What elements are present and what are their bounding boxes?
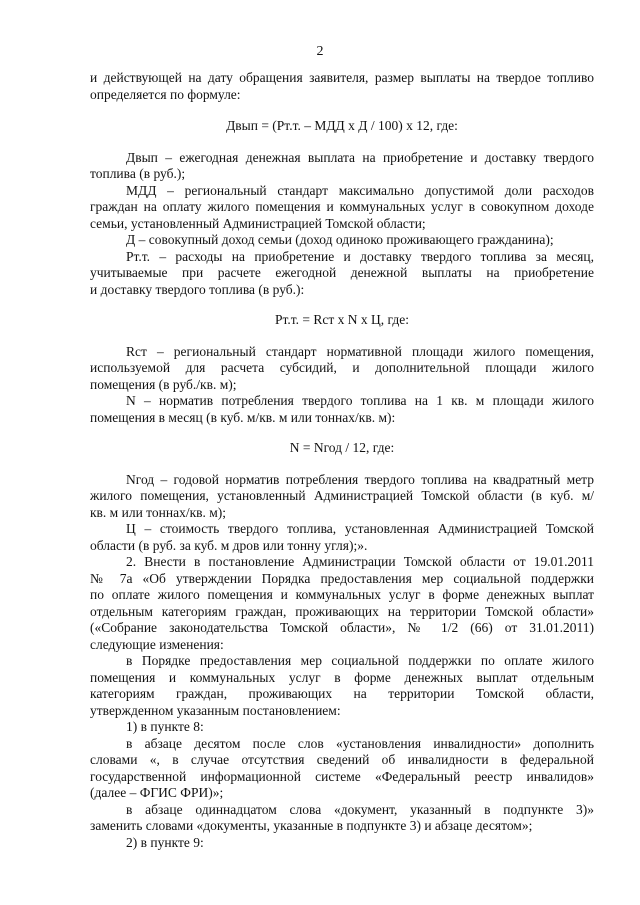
text-line: утвержденном указанным постановлением: — [90, 702, 341, 718]
text-line: определяется по формуле: — [90, 86, 241, 102]
text-line: Д – совокупный доход семьи (доход одиноко проживающего гражданина); — [126, 232, 554, 247]
text-line: кв. м или тоннах/кв. м); — [90, 504, 227, 520]
paragraph-abzac-11 — [90, 802, 594, 835]
formula-dvyp: Двып = (Рт.т. – МДД х Д / 100) х 12, где: — [226, 118, 458, 133]
text-line: (далее – ФГИС ФРИ)»; — [90, 785, 224, 800]
text-line: помещения в месяц (в куб. м/кв. м или тоннах/кв. м): — [90, 409, 396, 425]
text-line: учитываемые при расчете ежегодной денежной выплаты на приобретение — [90, 265, 594, 280]
text-line: категориям граждан, проживающих на территории Томской области, — [90, 686, 594, 701]
paragraph-abzac-10 — [90, 736, 594, 802]
text-line: в абзаце десятом после слов «установления инвалидности» дополнить — [126, 735, 594, 751]
text-line: помещения (в руб./кв. м); — [90, 376, 237, 392]
text-line: Двып – ежегодная денежная выплата на приобретение и доставку твердого — [126, 149, 594, 165]
formula-rtt: Рт.т. = Rст х N х Ц, где: — [274, 312, 409, 327]
text-line: жилого помещения, установленный Администрацией Томской области (в куб. м/ — [90, 488, 594, 503]
text-line: 1) в пункте 8: — [126, 719, 204, 734]
text-line: («Собрание законодательства Томской области», № 1/2 (66) от 31.01.2011) — [90, 620, 594, 635]
text-line: 2. Внести в постановление Администрации Томской области от 19.01.2011 — [126, 554, 594, 569]
paragraph-item-2 — [90, 554, 594, 653]
text-line: N – норматив потребления твердого топлива на 1 кв. м площади жилого — [126, 393, 594, 408]
text-line: области (в руб. за куб. м дров или тонну угля);». — [90, 537, 368, 553]
paragraph-rst — [90, 344, 594, 394]
paragraph-d — [90, 232, 594, 249]
text-line: словами «, в случае отсутствия сведений об инвалидности в федеральной — [90, 752, 594, 767]
text-line: МДД – региональный стандарт максимально допустимой доли расходов — [126, 182, 594, 198]
text-line: и доставку твердого топлива (в руб.): — [90, 281, 305, 297]
text-line: и действующей на дату обращения заявителя, размер выплаты на твердое топливо — [90, 70, 594, 85]
text-line: используемой для расчета субсидий, и дополнительной площади жилого — [90, 360, 594, 375]
paragraph-rtt — [90, 249, 594, 299]
text-line: граждан на оплату жилого помещения и коммунальных услуг в совокупном доходе — [90, 199, 594, 214]
text-line: Rст – региональный стандарт нормативной площади жилого помещения, — [126, 343, 594, 359]
text-line: заменить словами «документы, указанные в подпункте 3) и абзаце десятом»; — [90, 818, 533, 833]
paragraph-n — [90, 393, 594, 426]
paragraph-dvyp — [90, 150, 594, 183]
text-line: по оплате жилого помещения и коммунальных услуг в форме денежных выплат — [90, 587, 594, 602]
paragraph-intro — [90, 70, 594, 103]
text-line: государственной информационной системе «Федеральный реестр инвалидов» — [90, 768, 594, 784]
text-line: в абзаце одиннадцатом слова «документ, указанный в подпункте 3)» — [126, 801, 594, 817]
paragraph-ts — [90, 521, 594, 554]
text-line: топлива (в руб.); — [90, 166, 186, 181]
formula-n: N = Nгод / 12, где: — [289, 440, 395, 455]
page-number: 2 — [316, 44, 324, 59]
text-line: следующие изменения: — [90, 636, 224, 652]
paragraph-mdd — [90, 183, 594, 233]
document-body — [90, 70, 594, 851]
text-line: в Порядке предоставления мер социальной поддержки по оплате жилого — [126, 653, 594, 668]
paragraph-order — [90, 653, 594, 719]
text-line: помещения и коммунальных услуг в форме денежных выплат отдельным — [90, 669, 594, 685]
paragraph-point-9 — [90, 835, 594, 852]
text-line: № 7а «Об утверждении Порядка предоставления мер социальной поддержки — [90, 570, 594, 586]
text-line: отдельным категориям граждан, проживающих на территории Томской области» — [90, 603, 594, 619]
text-line: Ц – стоимость твердого топлива, установленная Администрацией Томской — [126, 521, 594, 536]
text-line: Рт.т. – расходы на приобретение и доставку твердого топлива за месяц, — [126, 248, 594, 264]
paragraph-ngod — [90, 472, 594, 522]
text-line: Nгод – годовой норматив потребления твердого топлива на квадратный метр — [126, 471, 594, 487]
text-line: семьи, установленный Администрацией Томской области; — [90, 215, 426, 231]
paragraph-point-8 — [90, 719, 594, 736]
text-line: 2) в пункте 9: — [126, 834, 204, 850]
